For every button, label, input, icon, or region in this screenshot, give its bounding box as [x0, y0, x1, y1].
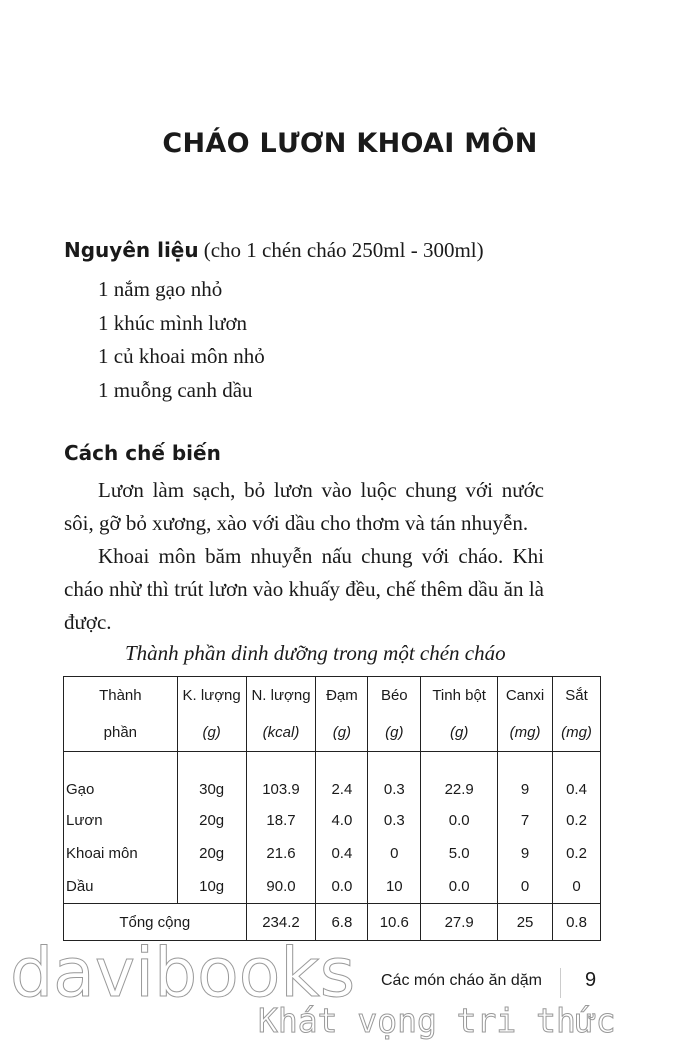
table-row	[64, 870, 601, 904]
ingredient-name-cell: Gạo	[64, 752, 178, 805]
footer-divider	[560, 968, 561, 998]
unit-cell: (mg)	[498, 714, 553, 752]
value-cell: 4.0	[316, 804, 368, 837]
unit-cell: (g)	[316, 714, 368, 752]
value-cell: 9	[498, 837, 553, 870]
ingredients-heading: Nguyên liệu	[64, 238, 199, 262]
header-cell: Thành	[64, 677, 178, 715]
page-title: CHÁO LƯƠN KHOAI MÔN	[162, 128, 538, 159]
total-cell: 234.2	[246, 904, 316, 941]
value-cell: 0.0	[421, 870, 498, 904]
value-cell: 7	[498, 804, 553, 837]
header-cell: Đạm	[316, 677, 368, 715]
ingredients-note: (cho 1 chén cháo 250ml - 300ml)	[203, 238, 484, 262]
ingredient-name-cell: Lươn	[64, 804, 178, 837]
running-footer: Các món cháo ăn dặm	[381, 972, 542, 989]
ingredient-name-cell: Khoai môn	[64, 837, 178, 870]
value-cell: 0.3	[368, 804, 421, 837]
value-cell: 10	[368, 870, 421, 904]
value-cell: 0.2	[553, 837, 601, 870]
value-cell: 18.7	[246, 804, 316, 837]
ingredient-item: 1 củ khoai môn nhỏ	[98, 344, 265, 368]
method-heading: Cách chế biến	[64, 441, 221, 465]
ingredient-name-cell: Dầu	[64, 870, 178, 904]
value-cell: 0.0	[316, 870, 368, 904]
method-paragraph: Khoai môn băm nhuyễn nấu chung với cháo. Khi cháo nhừ thì trút lươn vào khuấy đều, chế thêm dầu ăn là được.	[64, 544, 544, 634]
value-cell: 0.0	[421, 804, 498, 837]
unit-cell: (kcal)	[246, 714, 316, 752]
unit-cell: (mg)	[553, 714, 601, 752]
total-cell: 25	[498, 904, 553, 941]
total-cell: 27.9	[421, 904, 498, 941]
table-header-row	[64, 677, 601, 715]
value-cell: 103.9	[246, 752, 316, 805]
value-cell: 0.2	[553, 804, 601, 837]
total-cell: 10.6	[368, 904, 421, 941]
ingredient-item: 1 nắm gạo nhỏ	[98, 277, 223, 301]
value-cell: 90.0	[246, 870, 316, 904]
value-cell: 30g	[177, 752, 246, 805]
header-cell: Sắt	[553, 677, 601, 715]
header-cell: Tinh bột	[421, 677, 498, 715]
value-cell: 20g	[177, 804, 246, 837]
ingredients-heading-line	[64, 238, 484, 263]
table-row	[64, 752, 601, 805]
header-cell: N. lượng	[246, 677, 316, 715]
value-cell: 10g	[177, 870, 246, 904]
total-label: Tổng cộng	[64, 904, 247, 941]
value-cell: 2.4	[316, 752, 368, 805]
total-cell: 6.8	[316, 904, 368, 941]
value-cell: 0	[498, 870, 553, 904]
value-cell: 5.0	[421, 837, 498, 870]
method-paragraph: Lươn làm sạch, bỏ lươn vào luộc chung với nước sôi, gỡ bỏ xương, xào với dầu cho thơm và tán nhuyễn.	[64, 478, 544, 535]
table-row	[64, 804, 601, 837]
ingredient-item: 1 muỗng canh dầu	[98, 377, 253, 402]
value-cell: 0	[553, 870, 601, 904]
watermark-slogan: Khát vọng tri thức	[258, 1001, 616, 1040]
table-header-units-row	[64, 714, 601, 752]
header-cell: Béo	[368, 677, 421, 715]
unit-cell: (g)	[177, 714, 246, 752]
header-cell: K. lượng	[177, 677, 246, 715]
ingredient-item: 1 khúc mình lươn	[98, 310, 248, 335]
table-row	[64, 837, 601, 870]
ingredients-list	[98, 273, 265, 407]
unit-cell: (g)	[421, 714, 498, 752]
page-number: 9	[585, 969, 597, 991]
watermark-brand: davibooks	[10, 934, 356, 1013]
value-cell: 20g	[177, 837, 246, 870]
table-caption: Thành phần dinh dưỡng trong một chén cháo	[125, 641, 506, 665]
value-cell: 0	[368, 837, 421, 870]
value-cell: 0.4	[316, 837, 368, 870]
value-cell: 9	[498, 752, 553, 805]
value-cell: 0.3	[368, 752, 421, 805]
value-cell: 21.6	[246, 837, 316, 870]
value-cell: 0.4	[553, 752, 601, 805]
value-cell: 22.9	[421, 752, 498, 805]
total-cell: 0.8	[553, 904, 601, 941]
header-cell: phần	[64, 714, 178, 752]
unit-cell: (g)	[368, 714, 421, 752]
header-cell: Canxi	[498, 677, 553, 715]
nutrition-table	[63, 676, 601, 941]
